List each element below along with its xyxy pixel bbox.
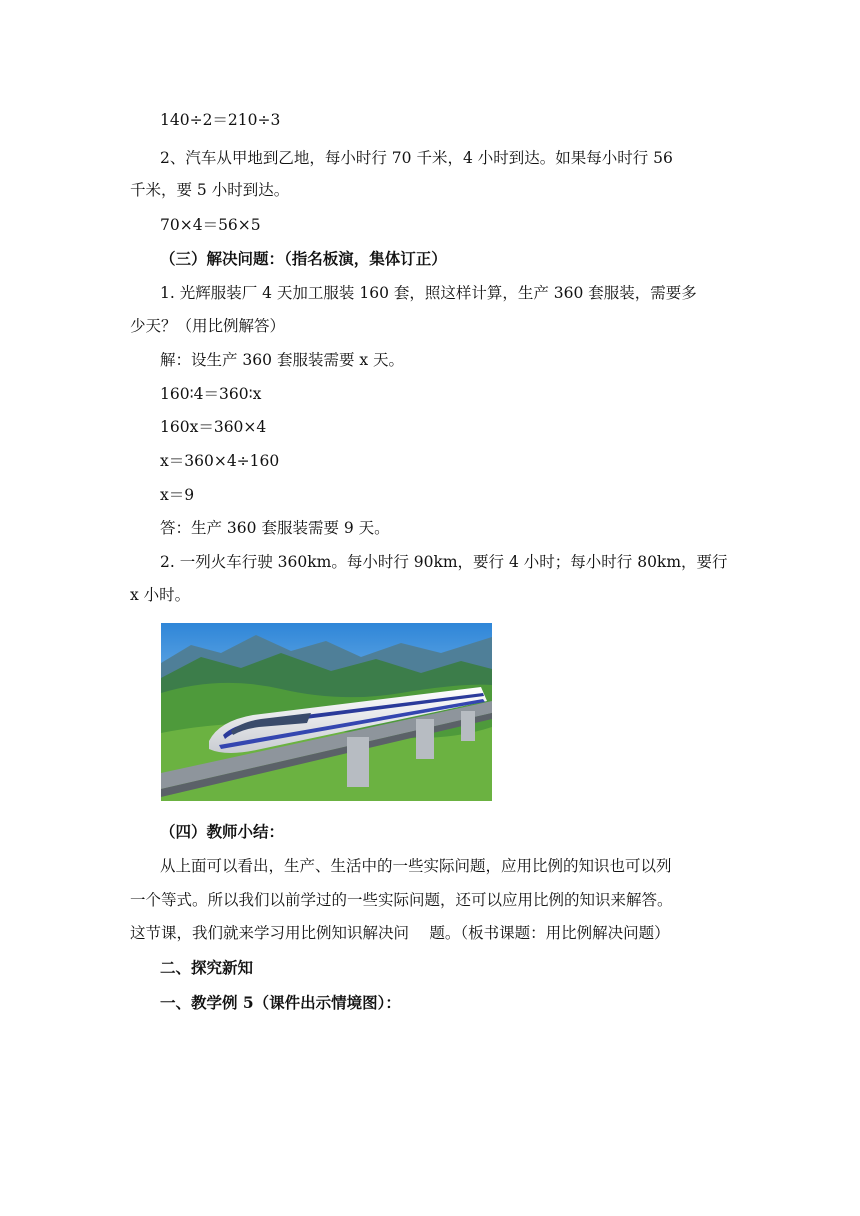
summary-line-3: 这节课，我们就来学习用比例知识解决问 题。（板书课题：用比例解决问题）	[130, 924, 670, 942]
line-2: 2、汽车从甲地到乙地，每小时行 70 千米，4 小时到达。如果每小时行 56	[160, 149, 673, 167]
section-heading-example-5: 一、教学例 5（课件出示情境图）：	[160, 993, 401, 1012]
problem-1-line-1: 1. 光辉服装厂 4 天加工服装 160 套，照这样计算，生产 360 套服装，需要多	[160, 284, 697, 302]
section-heading-3: （三）解决问题：（指名板演，集体订正）	[160, 249, 447, 268]
problem-2-line-1: 2. 一列火车行驶 360km。每小时行 90km，要行 4 小时；每小时行 80km，要行	[160, 553, 728, 571]
section-heading-4: （四）教师小结：	[160, 822, 285, 841]
problem-1-line-2: 少天？（用比例解答）	[130, 317, 286, 335]
problem-2-line-2: x 小时。	[130, 586, 191, 604]
summary-line-1: 从上面可以看出，生产、生活中的一些实际问题，应用比例的知识也可以列	[160, 857, 672, 875]
summary-line-2: 一个等式。所以我们以前学过的一些实际问题，还可以应用比例的知识来解答。	[130, 891, 673, 909]
line-4: 70×4＝56×5	[160, 216, 261, 234]
answer-line: 答：生产 360 套服装需要 9 天。	[160, 519, 390, 537]
line-3: 千米，要 5 小时到达。	[130, 181, 290, 199]
solution-line-5: x＝9	[160, 486, 195, 504]
section-heading-explore: 二、探究新知	[160, 958, 254, 977]
line-1: 140÷2＝210÷3	[160, 111, 281, 129]
solution-line-1: 解：设生产 360 套服装需要 x 天。	[160, 351, 405, 369]
solution-line-3: 160x＝360×4	[160, 418, 267, 436]
solution-line-2: 160∶4＝360∶x	[160, 385, 262, 403]
maglev-train-photo	[161, 623, 492, 801]
solution-line-4: x＝360×4÷160	[160, 452, 280, 470]
